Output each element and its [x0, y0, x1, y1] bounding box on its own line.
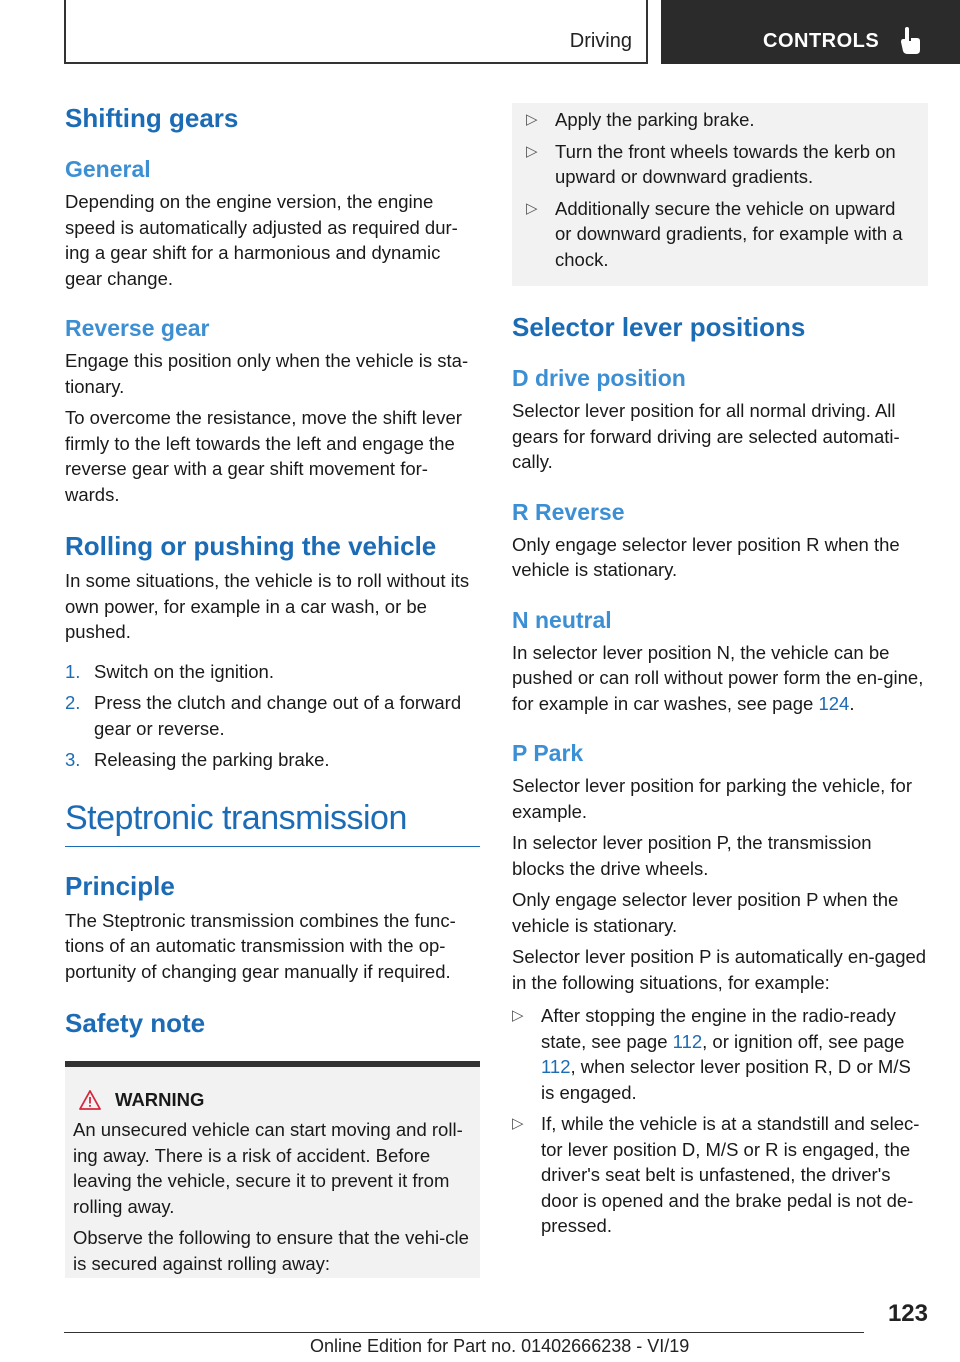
heading-n-neutral: N neutral [512, 606, 612, 633]
right-column [512, 103, 928, 1239]
triangle-bullet-icon: ▷ [512, 1007, 524, 1024]
step-number: 1. [65, 660, 81, 682]
page-link-112[interactable]: 112 [672, 1030, 703, 1052]
steps-list [65, 659, 480, 773]
warning-continuation-box [512, 103, 928, 286]
heading-shifting-gears: Shifting gears [65, 103, 239, 133]
step-text: Switch on the ignition. [94, 660, 274, 682]
list-item [65, 690, 480, 741]
left-column [65, 100, 480, 1278]
triangle-bullet-icon: ▷ [512, 1115, 524, 1132]
warning-triangle-icon [79, 1090, 101, 1110]
paragraph-n-neutral [512, 640, 928, 717]
text-segment: , when selector lever position R, D or M/S is engaged. [541, 1056, 911, 1103]
heading-p-park: P Park [512, 740, 584, 766]
heading-reverse-gear: Reverse gear [65, 315, 210, 341]
footer-edition: Online Edition for Part no. 01402666238 - VI/19 [310, 1336, 690, 1356]
step-number: 3. [65, 749, 81, 770]
page-link-124[interactable]: 124 [818, 692, 850, 714]
bullet-text: Turn the front wheels towards the kerb on upward or downward gradients. [555, 140, 896, 187]
heading-rolling-pushing: Rolling or pushing the vehicle [65, 531, 437, 561]
list-item [526, 139, 914, 190]
page-number: 123 [887, 1300, 928, 1327]
step-text: Releasing the parking brake. [94, 749, 330, 770]
paragraph-p-park-1: Selector lever position for parking the vehicle, for example. [512, 775, 913, 822]
list-item [65, 659, 480, 685]
text-segment: In selector lever position N, the vehicle can be pushed or can roll without power form the en-gine, for example in car washes, see page [512, 641, 924, 714]
paragraph-p-park-3: Only engage selector lever position P when the vehicle is stationary. [512, 889, 899, 936]
heading-safety-note: Safety note [65, 1008, 206, 1038]
paragraph-reverse-2: To overcome the resistance, move the shift lever firmly to the left towards the left and engage the reverse gear with a gear shift movement for-wards. [65, 407, 462, 505]
text-segment: After stopping the engine in the radio-ready state, see page [541, 1005, 896, 1052]
paragraph-reverse-1: Engage this position only when the vehicle is sta-tionary. [65, 350, 469, 397]
heading-d-drive: D drive position [512, 365, 686, 391]
step-text: Press the clutch and change out of a forward gear or reverse. [94, 692, 462, 739]
warning-text-2: Observe the following to ensure that the vehi-cle is secured against rolling away: [73, 1227, 469, 1274]
paragraph-rolling: In some situations, the vehicle is to roll without its own power, for example in a car wash, or be pushed. [65, 570, 470, 642]
list-item [526, 196, 914, 273]
step-number: 2. [65, 692, 81, 713]
warning-box [65, 1061, 480, 1278]
list-item [512, 1111, 928, 1239]
warning-header [79, 1089, 472, 1111]
bullet-text: Additionally secure the vehicle on upward or downward gradients, for example with a chock. [555, 197, 903, 270]
paragraph-general: Depending on the engine version, the engine speed is automatically adjusted as required dur-ing a gear shift for a harmonious and dynamic gear change. [65, 191, 458, 289]
header-chapter-title: CONTROLS [763, 30, 880, 52]
bullet-text: Apply the parking brake. [555, 109, 755, 130]
paragraph-p-park-2: In selector lever position P, the transmission blocks the drive wheels. [512, 832, 872, 879]
footer-divider [64, 1332, 864, 1333]
bullet-text: If, while the vehicle is at a standstill and selec-tor lever position D, M/S or R is engaged, the driver's seat belt is unfastened, the driver's door is opened and the brake pedal is not de-pressed. [541, 1113, 920, 1236]
paragraph-d-drive: Selector lever position for all normal driving. All gears for forward driving are selected automati-cally. [512, 400, 900, 472]
heading-principle: Principle [65, 870, 175, 901]
warning-text-1: An unsecured vehicle can start moving and roll-ing away. There is a risk of accident. Before leaving the vehicle, secure it to prevent it from rolling away. [73, 1119, 463, 1217]
paragraph-p-park-4: Selector lever position P is automatically en-gaged in the following situations, for example: [512, 946, 927, 993]
heading-r-reverse: R Reverse [512, 498, 625, 525]
park-conditions-list [512, 1003, 928, 1239]
steptronic-heading-block [65, 799, 480, 847]
header-chapter-box [661, 0, 960, 64]
heading-general: General [65, 156, 151, 182]
paragraph-r-reverse: Only engage selector lever position R when the vehicle is stationary. [512, 533, 900, 580]
warning-label: WARNING [115, 1089, 205, 1110]
paragraph-principle: The Steptronic transmission combines the func-tions of an automatic transmission with the op-portunity of changing gear manually if required. [65, 909, 456, 982]
heading-selector-lever-positions: Selector lever positions [512, 312, 806, 342]
triangle-bullet-icon: ▷ [526, 111, 538, 128]
heading-steptronic-transmission: Steptronic transmission [65, 798, 407, 837]
list-item [65, 747, 480, 773]
page-link-112[interactable]: 112 [541, 1056, 571, 1077]
list-item [512, 1003, 928, 1105]
text-segment: . [849, 692, 855, 714]
list-item [526, 107, 914, 133]
header-section-box [64, 0, 648, 64]
pointing-hand-icon [897, 25, 923, 55]
header-section-title: Driving [569, 30, 632, 52]
text-segment: , or ignition off, see page [702, 1030, 905, 1052]
triangle-bullet-icon: ▷ [526, 199, 538, 217]
triangle-bullet-icon: ▷ [526, 142, 538, 160]
